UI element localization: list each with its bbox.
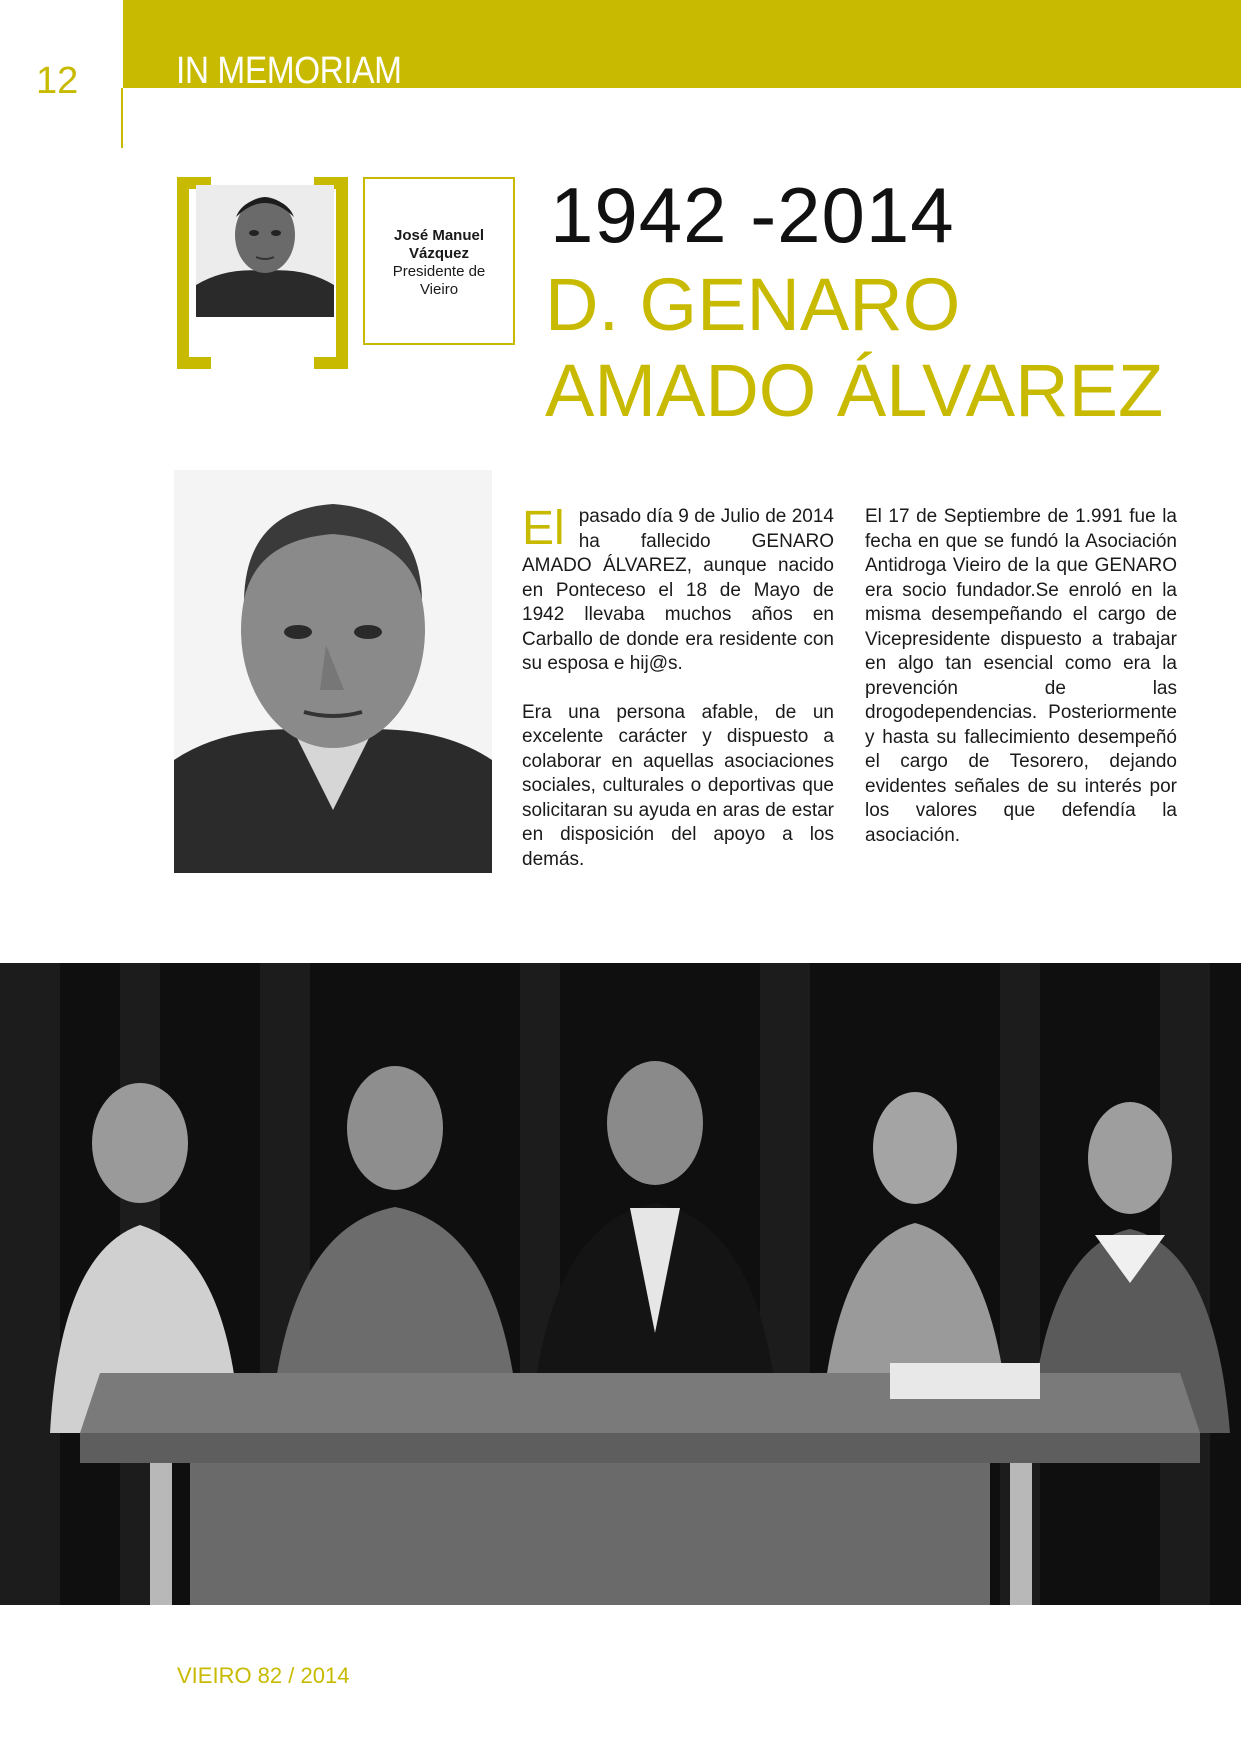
article-title: D. GENARO AMADO ÁLVAREZ — [545, 263, 1164, 432]
paragraph-2: Era una persona afable, de un excelente carácter y dispuesto a colaborar en aquellas asociaciones sociales, culturales o deportivas que solicitaran su ayuda en aras de estar en disposición del apoyo a los demás. — [522, 701, 834, 870]
group-photo-image — [0, 963, 1241, 1605]
life-years: 1942 -2014 — [550, 171, 955, 259]
author-portrait-image — [196, 185, 334, 317]
page-number: 12 — [36, 60, 79, 102]
author-photo — [196, 185, 334, 317]
drop-cap: El — [522, 502, 565, 555]
paragraph-1-text: pasado día 9 de Julio de 2014 ha fallecido GENARO AMADO ÁLVAREZ, aunque nacido en Ponteceso el 18 de Mayo de 1942 llevaba muchos años en Carballo de donde era residente con su esposa e hij@s. — [522, 506, 834, 674]
paragraph-1 — [522, 502, 834, 677]
portrait-photo — [174, 470, 492, 873]
portrait-image — [174, 470, 492, 873]
author-name: José Manuel Vázquez — [393, 227, 485, 262]
header-divider — [121, 88, 123, 148]
author-card — [363, 177, 515, 345]
footer-issue: VIEIRO 82 / 2014 — [177, 1663, 350, 1688]
author-role: Presidente de Vieiro — [392, 263, 486, 298]
article-column-1 — [522, 502, 834, 896]
paragraph-3: El 17 de Septiembre de 1.991 fue la fecha en que se fundó la Asociación Antidroga Vieiro de la que GENARO era socio fundador.Se enroló en la misma desempeñando el cargo de Vicepresidente dispuesto a trabajar en algo tan esencial como era la prevención de las drogodependencias. Posteriormente y hasta su fallecimiento desempeñó el cargo de Tesorero, dejando evidentes señales de su interés por los valores que defendía la asociación. — [865, 506, 1177, 846]
section-title: IN MEMORIAM — [176, 50, 402, 92]
article-column-2 — [865, 505, 1177, 872]
group-photo — [0, 963, 1241, 1605]
